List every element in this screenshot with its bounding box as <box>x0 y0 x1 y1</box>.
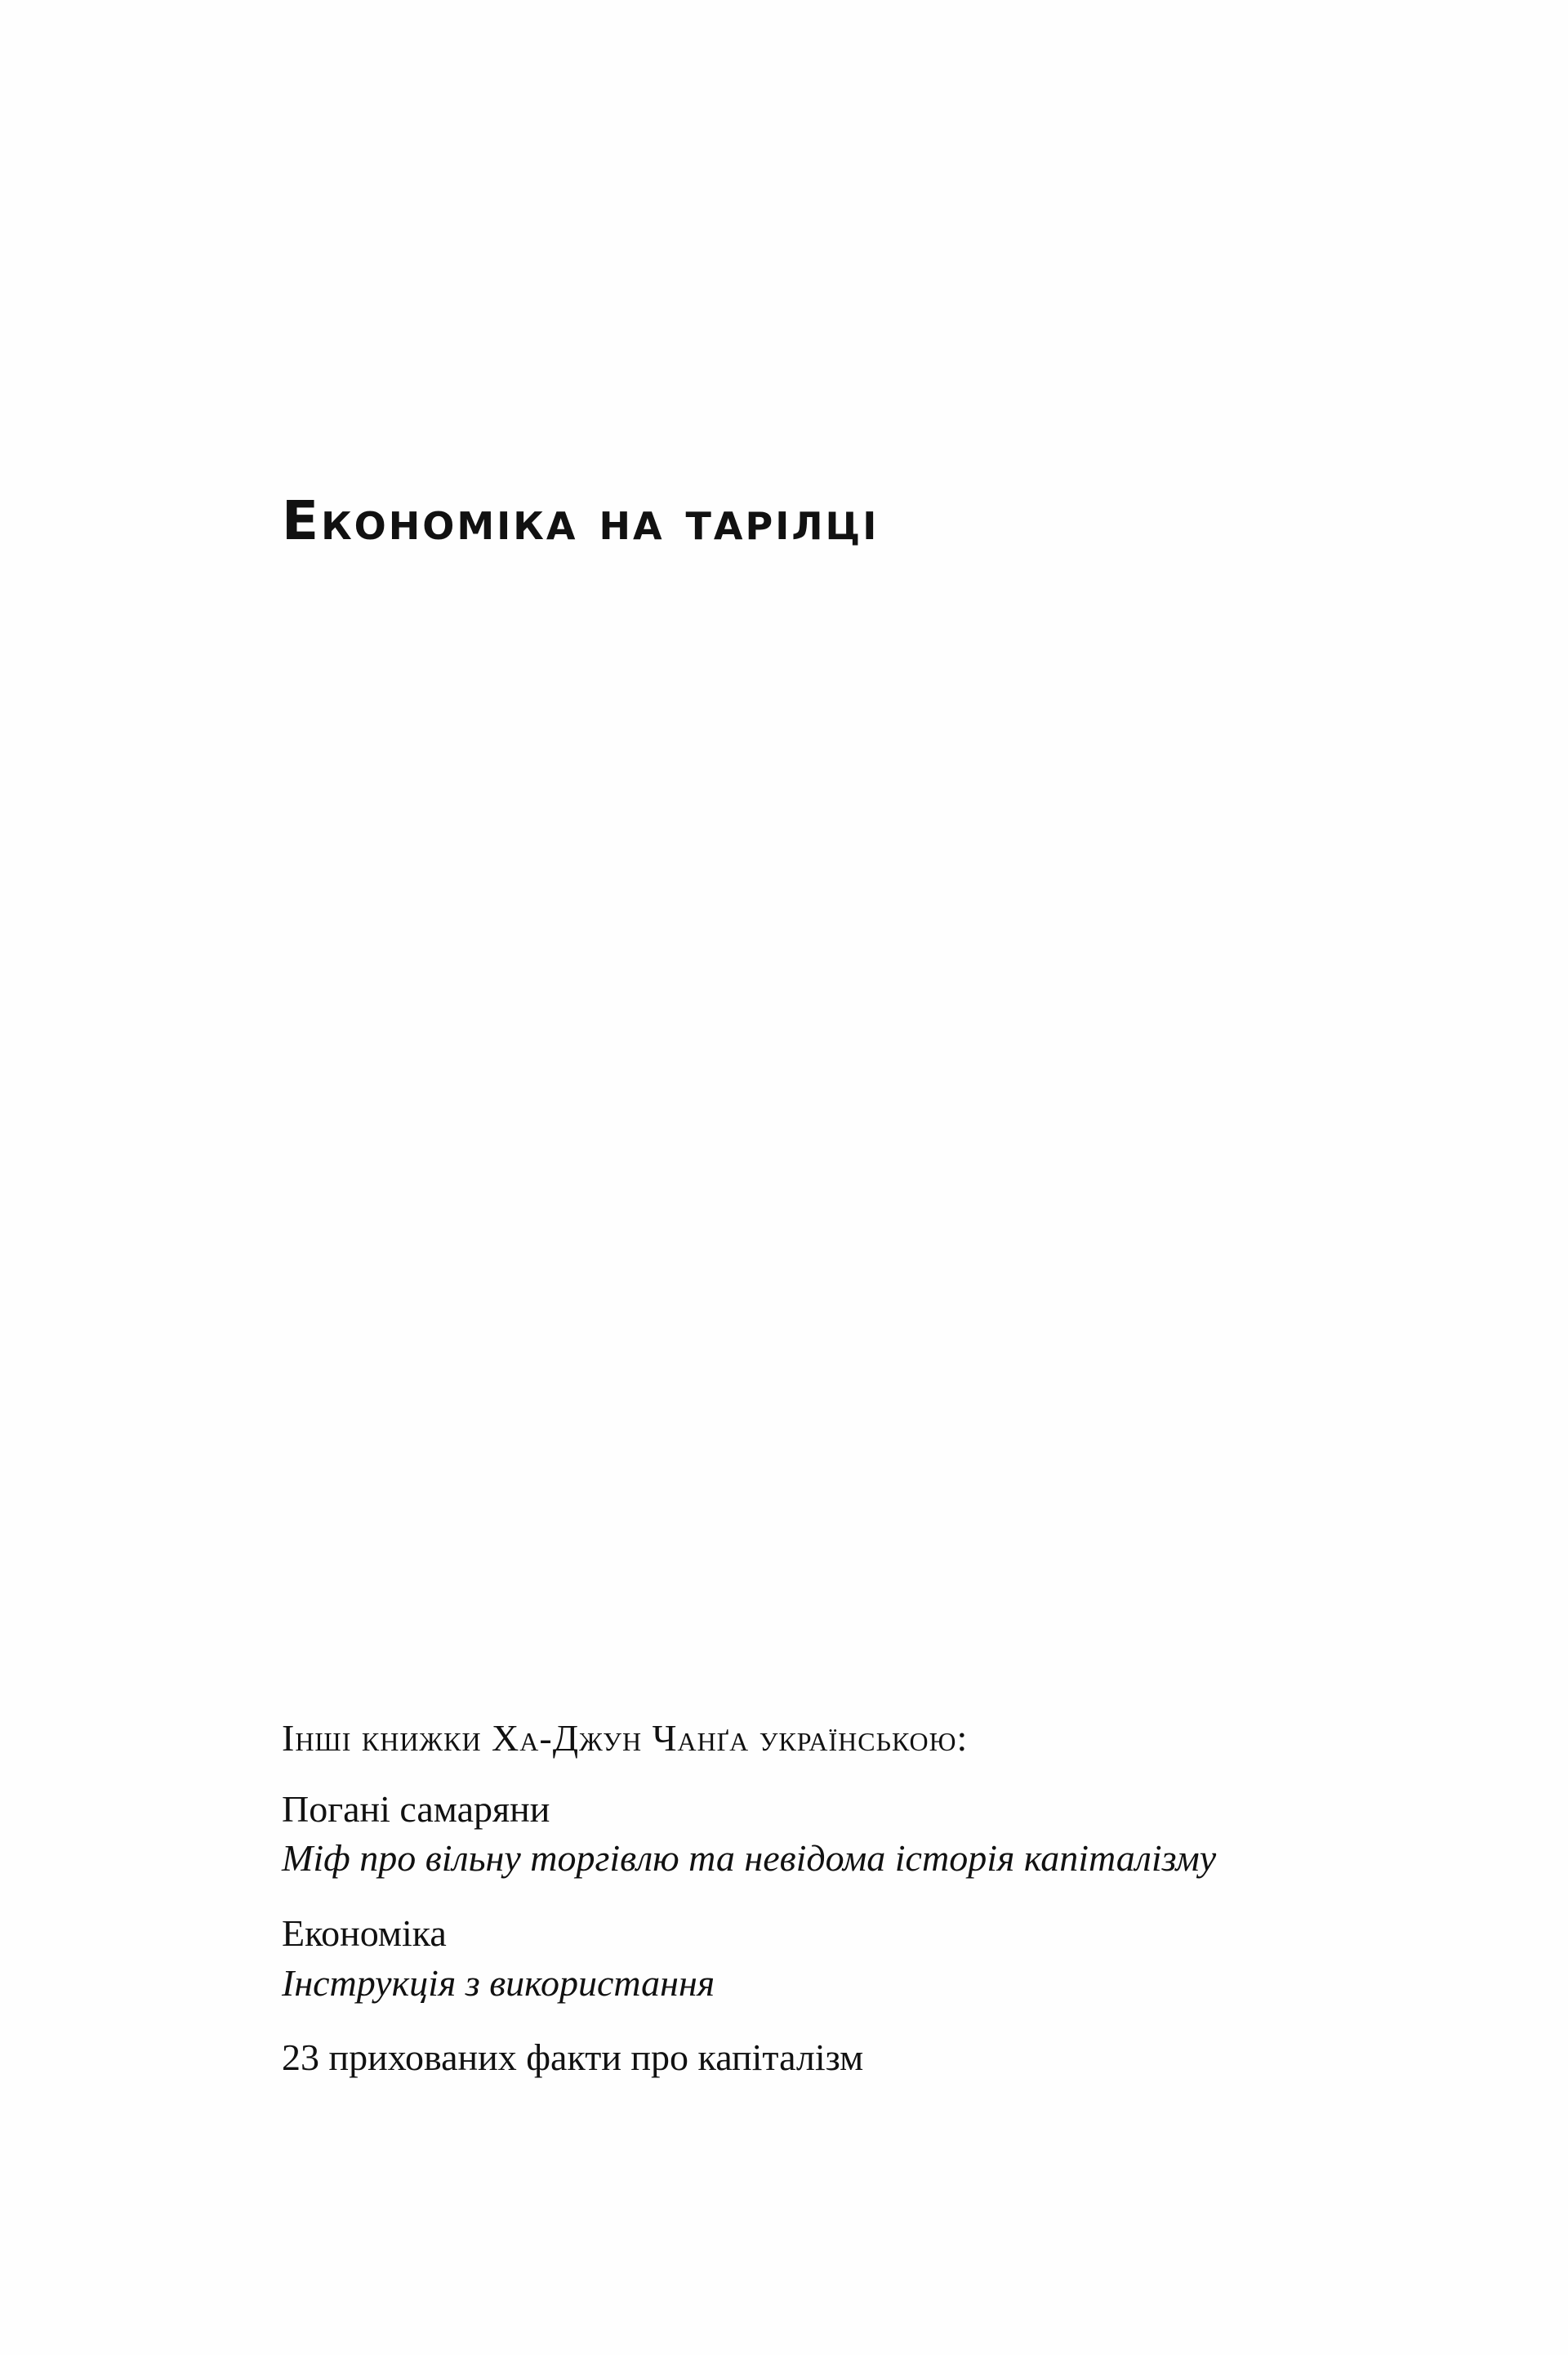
book-title-3: 23 прихованих факти про капіталізм <box>282 2036 864 2078</box>
book-subtitle-1: Міф про вільну торгівлю та невідома історія капіталізму <box>282 1837 1217 1879</box>
book-title: Економіка на тарілці <box>282 489 880 552</box>
book-subtitle-2: Інструкція з використання <box>282 1962 715 2004</box>
book-title-2: Економіка <box>282 1912 447 1954</box>
other-books-heading: Інші книжки Ха-Джун Чанґа українською: <box>282 1717 969 1759</box>
book-title-1: Погані самаряни <box>282 1788 550 1830</box>
